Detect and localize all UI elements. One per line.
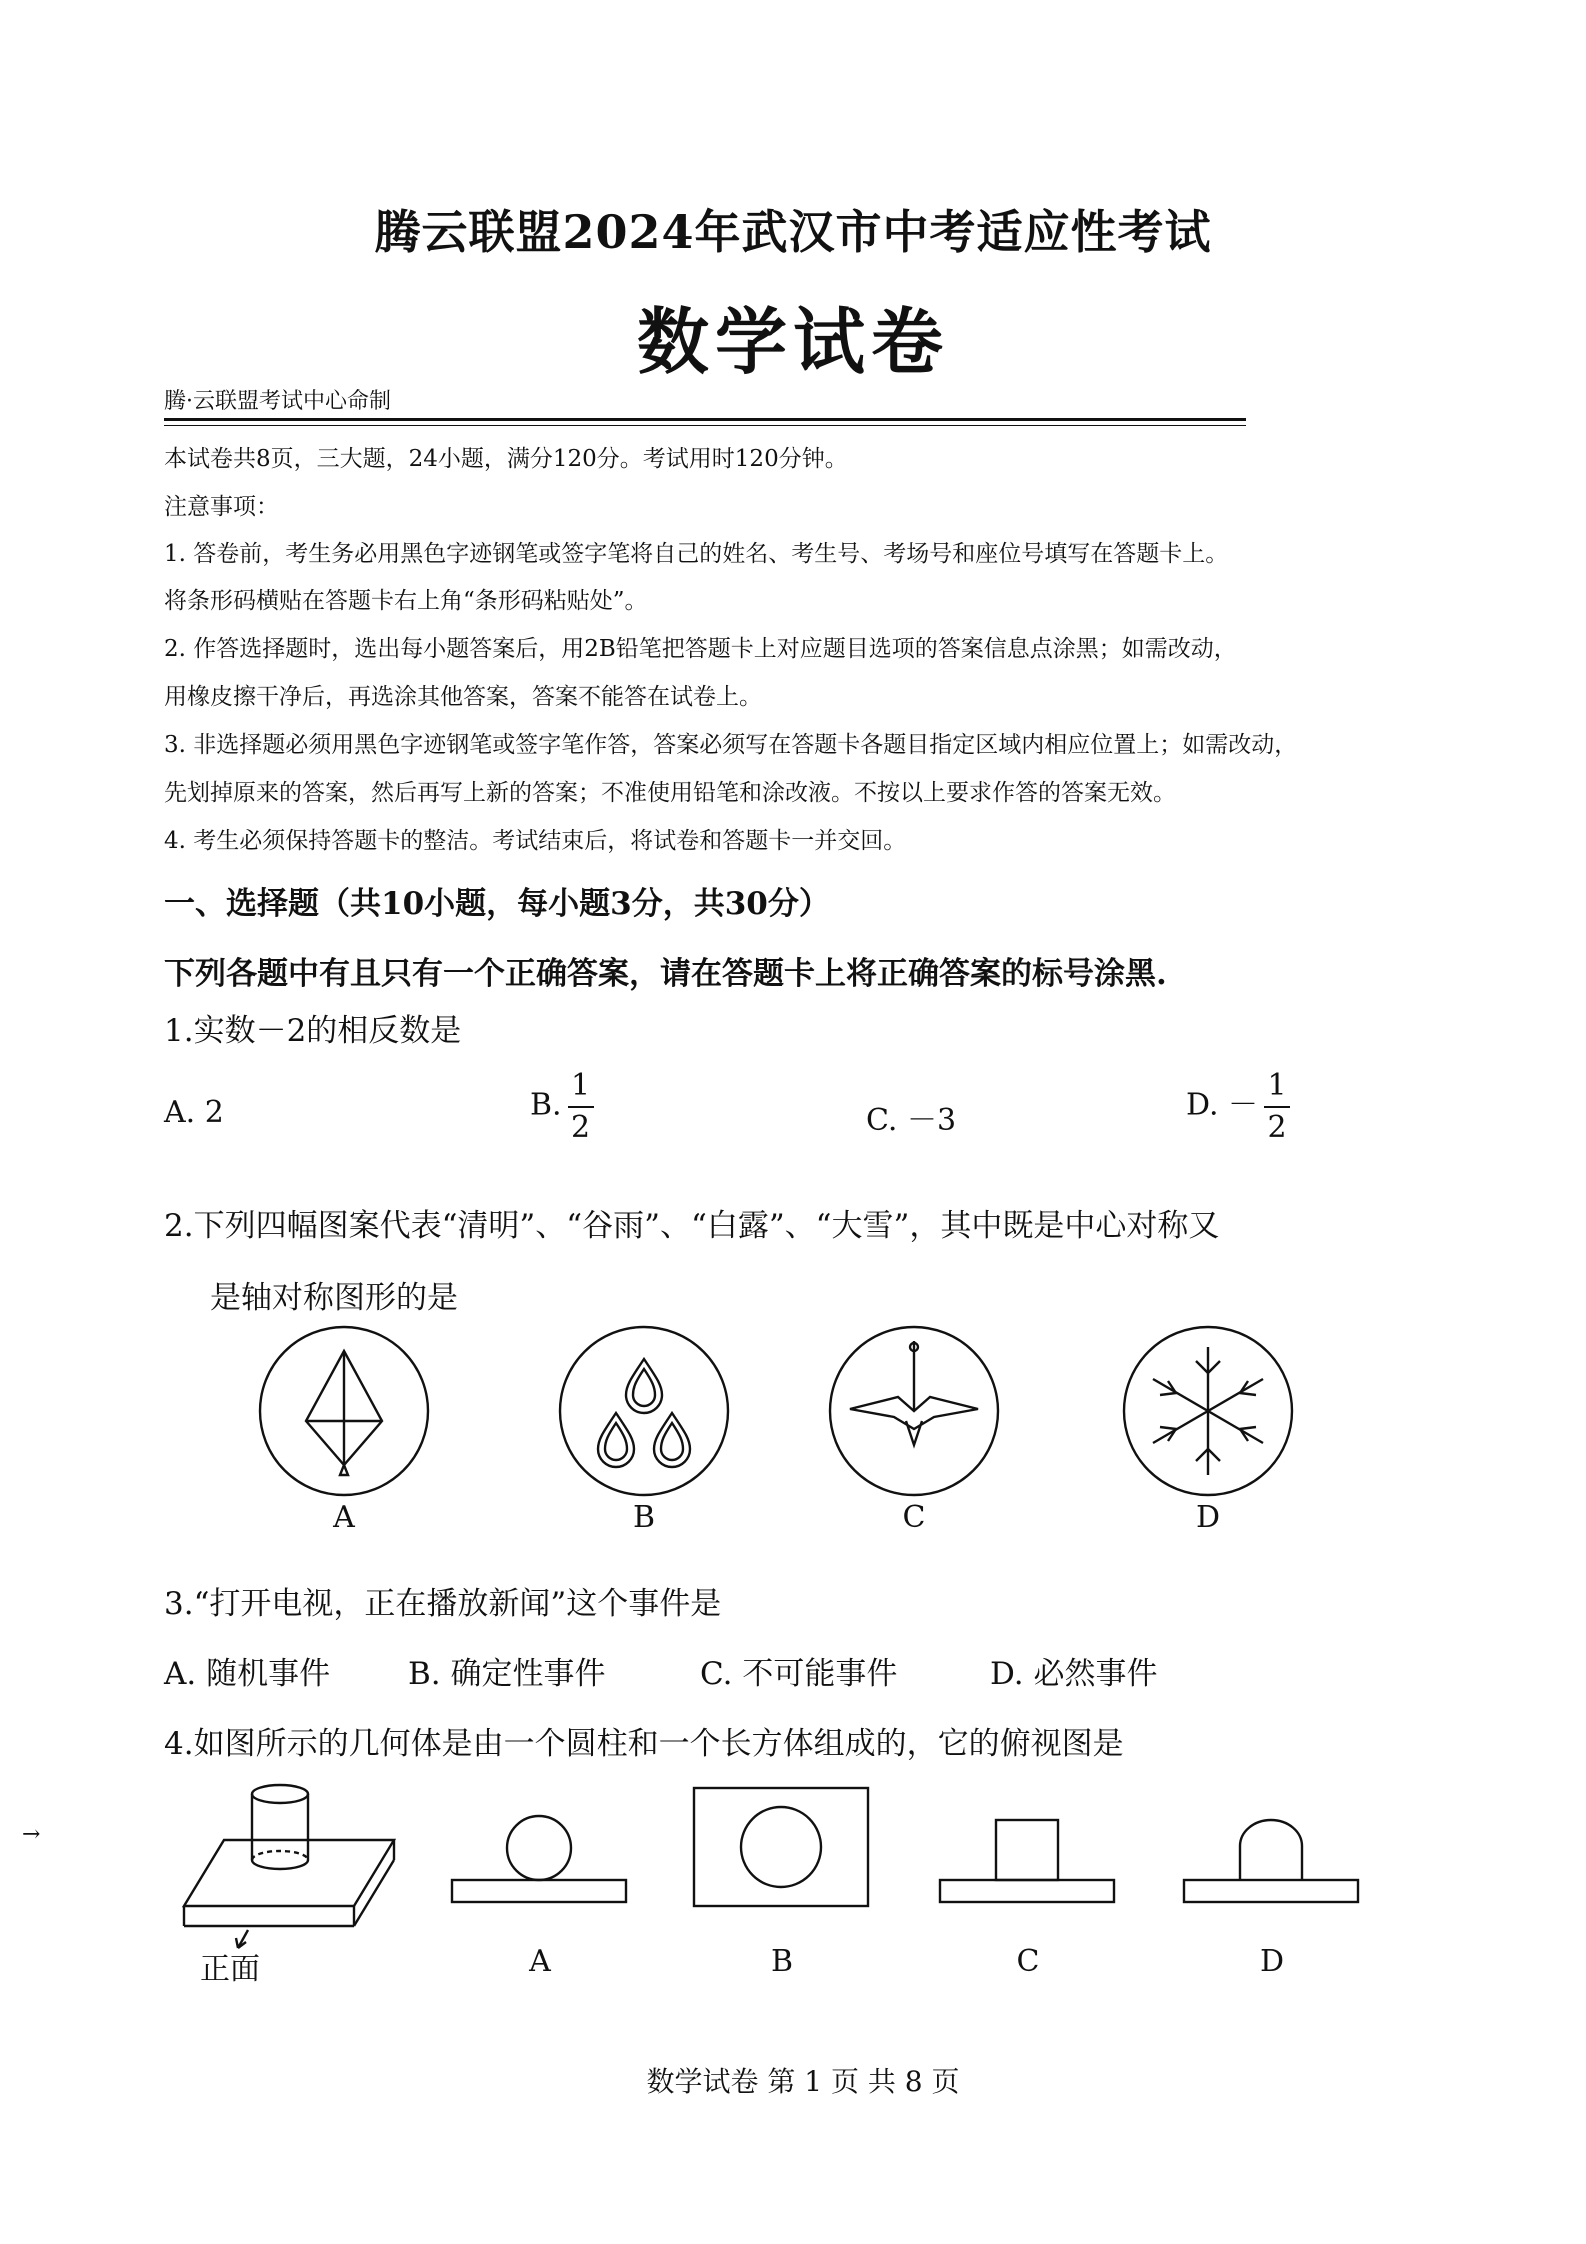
notice-item-2: 2. 作答选择题时，选出每小题答案后，用2B铅笔把答题卡上对应题目选项的答案信息点涂黑；如需改动，	[164, 636, 1237, 662]
question-1-option-d: D. － $\frac{1}{2}$	[1186, 1070, 1290, 1143]
option-c-view-icon	[938, 1806, 1118, 1906]
view-label-b: B	[770, 1944, 794, 1979]
notice-item-3-cont: 先划掉原来的答案，然后再写上新的答案；不准使用铅笔和涂改液。不按以上要求作答的答案无效。	[164, 780, 1176, 806]
figure-c-bird-icon	[828, 1325, 1000, 1497]
option-b-view-icon	[692, 1786, 872, 1910]
paper-title: 数学试卷	[636, 299, 949, 384]
figure-d-snowflake-icon	[1122, 1325, 1294, 1497]
view-label-d: D	[1259, 1944, 1285, 1979]
page-footer: 数学试卷 第 1 页 共 8 页	[646, 2065, 960, 2098]
margin-mark-icon: →	[22, 1822, 41, 1847]
question-1-option-b: B. $\frac{1}{2}$	[530, 1070, 594, 1143]
exam-overview: 本试卷共8页，三大题，24小题，满分120分。考试用时120分钟。	[164, 446, 848, 472]
compiler-line: 腾·云联盟考试中心命制	[164, 389, 391, 414]
notice-item-1-cont: 将条形码横贴在答题卡右上角“条形码粘贴处”。	[164, 588, 648, 614]
question-2-stem-line2: 是轴对称图形的是	[210, 1280, 458, 1316]
question-3-option-d: D. 必然事件	[990, 1656, 1158, 1692]
question-3-option-a: A. 随机事件	[164, 1656, 331, 1692]
question-1-option-a: A. 2	[164, 1095, 224, 1130]
notice-item-2-cont: 用橡皮擦干净后，再选涂其他答案，答案不能答在试卷上。	[164, 684, 762, 710]
question-1-option-c: C. －3	[866, 1103, 957, 1138]
view-label-a: A	[529, 1944, 551, 1979]
section-instruction: 下列各题中有且只有一个正确答案，请在答题卡上将正确答案的标号涂黑.	[164, 956, 1167, 992]
question-3-option-b: B. 确定性事件	[408, 1656, 606, 1692]
question-3-option-c: C. 不可能事件	[700, 1656, 898, 1692]
question-4-stem: 4.如图所示的几何体是由一个圆柱和一个长方体组成的，它的俯视图是	[164, 1726, 1124, 1762]
figure-b-raindrops-icon	[558, 1325, 730, 1497]
figure-a-kite-icon	[258, 1325, 430, 1497]
option-a-view-icon	[450, 1806, 630, 1906]
front-view-label: 正面	[200, 1952, 260, 1987]
notice-item-1: 1. 答卷前，考生务必用黑色字迹钢笔或签字笔将自己的姓名、考生号、考场号和座位号填写在答题卡上。	[164, 541, 1229, 567]
question-1-stem: 1.实数－2的相反数是	[164, 1013, 462, 1049]
header-rule-thin	[164, 425, 1246, 426]
question-2-stem-line1: 2.下列四幅图案代表“清明”、“谷雨”、“白露”、“大雪”，其中既是中心对称又	[164, 1208, 1220, 1244]
notice-item-3: 3. 非选择题必须用黑色字迹钢笔或签字笔作答，答案必须写在答题卡各题目指定区域内相应位置上；如需改动，	[164, 732, 1298, 758]
exam-title: 腾云联盟2024年武汉市中考适应性考试	[374, 205, 1212, 259]
option-d-view-icon	[1182, 1806, 1362, 1906]
solid-figure-icon	[180, 1780, 400, 1940]
notice-item-4: 4. 考生必须保持答题卡的整洁。考试结束后，将试卷和答题卡一并交回。	[164, 828, 907, 854]
notice-label: 注意事项：	[164, 494, 279, 520]
figure-label-b: B	[632, 1500, 656, 1535]
section-title: 一、选择题（共10小题，每小题3分，共30分）	[164, 886, 830, 922]
header-rule-thick	[164, 418, 1246, 421]
figure-label-c: C	[902, 1500, 926, 1535]
figure-label-a: A	[333, 1500, 355, 1535]
figure-label-d: D	[1195, 1500, 1221, 1535]
question-3-stem: 3.“打开电视，正在播放新闻”这个事件是	[164, 1586, 722, 1622]
view-label-c: C	[1016, 1944, 1040, 1979]
